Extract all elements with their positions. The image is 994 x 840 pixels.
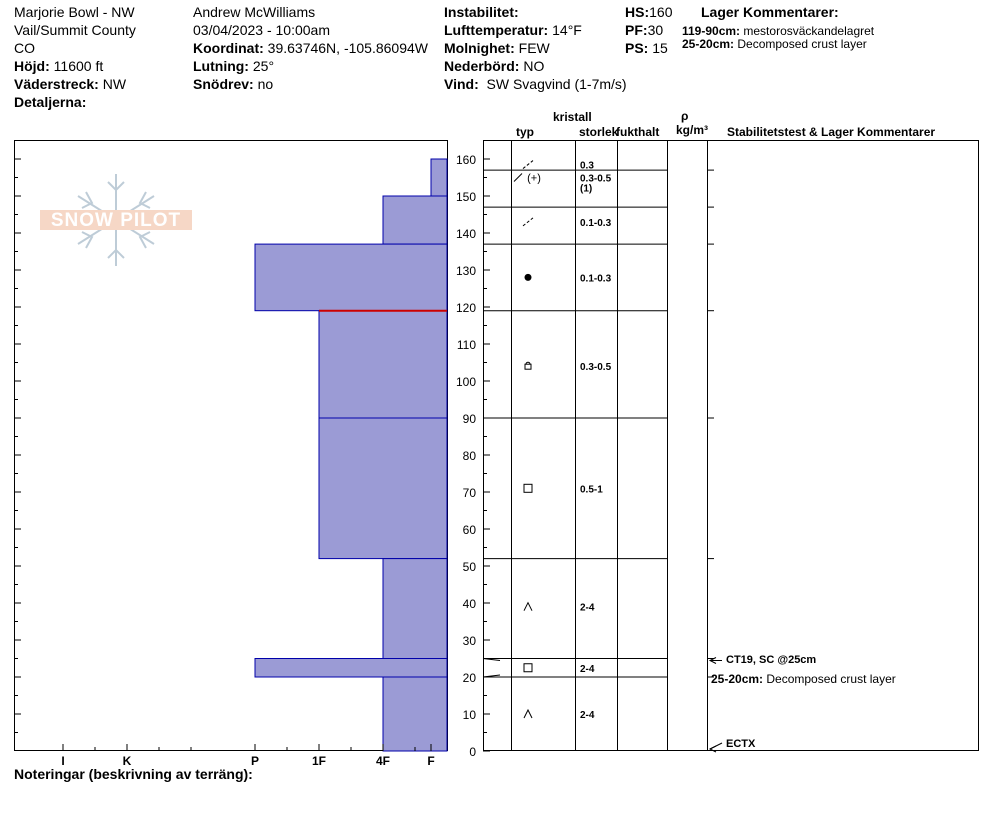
airtemp-label: Lufttemperatur: [444,22,549,38]
hardness-bar-5 [383,559,447,659]
height-label-130: 130 [455,264,476,278]
aspect-value: NW [102,76,127,92]
hardness-label-F: F [427,754,435,768]
hardness-bar-2 [255,244,447,311]
height-label-20: 20 [462,671,476,685]
rho-header: ρ [681,109,689,123]
height-label-120: 120 [455,301,476,315]
grain-symbol-4 [525,362,531,369]
region-name: Vail/Summit County [14,22,136,38]
height-label-140: 140 [455,227,476,241]
observation-datetime: 03/04/2023 - 10:00am [193,22,330,38]
instability-label: Instabilitet: [444,4,519,20]
grain-size-6: 2-4 [580,602,595,614]
hardness-bar-3 [319,311,447,418]
stability-note-text: Decomposed crust layer [766,672,896,686]
grain-size-5: 0.5-1 [580,484,603,496]
grain-size-2: 0.1-0.3 [580,217,612,229]
hardness-label-K: K [122,754,132,768]
grain-size-0: 0.3 [580,160,594,172]
precip-value: NO [523,58,545,74]
height-label-70: 70 [462,486,476,500]
hardness-bar-6 [255,659,447,678]
grain-symbol-6 [524,603,532,611]
snowpilot-logo [40,174,192,266]
hardness-bar-1 [383,196,447,244]
height-label-30: 30 [462,634,476,648]
grain-symbol-0-stroke [523,161,533,169]
hardness-bar-4 [319,418,447,559]
stability-layer-note [711,672,896,686]
hardness-bar-7 [383,677,447,751]
height-label-50: 50 [462,560,476,574]
grain-symbol-2 [523,218,533,226]
ps-label: PS: [625,40,649,56]
logo-text: SNOW PILOT [50,210,182,231]
height-label-100: 100 [455,375,476,389]
aspect-label: Väderstreck: [14,76,99,92]
pf-value: 30 [647,22,664,38]
grain-symbol-7 [524,664,532,672]
crystal-header: kristall [553,110,592,124]
coord-value: 39.63746N, -105.86094W [267,40,428,56]
stability-header: Stabilitetstest & Lager Kommentarer [727,125,936,139]
terrain-notes-label: Noteringar (beskrivning av terräng): [14,766,253,782]
grain-symbol-5 [524,484,532,492]
slope-value: 25° [252,58,275,74]
height-label-160: 160 [455,153,476,167]
hs-label: HS: [625,4,650,20]
hardness-label-P: P [250,754,260,768]
wind-label: Vind: [444,76,479,92]
ps-value: 15 [652,40,668,56]
drift-label: Snödrev: [193,76,254,92]
hs-value: 160 [649,4,673,20]
comment2-text: Decomposed crust layer [737,37,867,51]
grain-symbol-3-dot [525,274,532,281]
grain-symbol-3 [525,274,532,281]
sky-value: FEW [518,40,550,56]
height-label-150: 150 [455,190,476,204]
slope-label: Lutning: [193,58,249,74]
drift-value: no [257,76,274,92]
height-label-40: 40 [462,597,476,611]
grain-symbol-2-stroke [523,218,533,226]
details-label: Detaljerna: [14,94,87,110]
hardness-label-1F: 1F [311,754,327,768]
grain-symbol-0 [523,161,533,169]
pf-label: PF: [625,22,648,38]
state-name: CO [14,40,35,56]
grain-symbol-1 [514,173,541,185]
elevation-label: Höjd: [14,58,50,74]
stability-test-ect: ECTX [726,738,756,750]
height-label-90: 90 [462,412,476,426]
grain-symbol-7-box [524,664,532,672]
precip-label: Nederbörd: [444,58,520,74]
grain-size-1: 0.3-0.5 [580,173,612,185]
grain-size-7: 2-4 [580,663,595,675]
grain-symbol-1-rime: (+) [527,172,541,185]
moisture-header: fukthalt [616,125,660,139]
airtemp-value: 14°F [552,22,582,38]
layer-comments-title: Lager Kommentarer: [701,4,839,20]
hardness-bar-0 [431,159,447,196]
grain-size-8: 2-4 [580,710,595,721]
comment1-depth: 119-90cm: [682,24,741,38]
height-label-10: 10 [462,708,476,722]
size-header: storlek [579,125,619,139]
hardness-label-I: I [61,754,65,768]
height-label-80: 80 [462,449,476,463]
grain-size-4: 0.3-0.5 [580,362,612,374]
grain-symbol-6-caret [524,603,532,611]
grain-size-3: 0.1-0.3 [580,273,612,285]
grain-symbol-4-box [525,364,531,369]
elevation-value: 11600 ft [53,58,104,74]
stability-test-ct: CT19, SC @25cm [726,654,817,666]
hardness-label-4F: 4F [375,754,391,768]
location-name: Marjorie Bowl - NW [14,4,135,20]
sky-label: Molnighet: [444,40,515,56]
observer-name: Andrew McWilliams [193,4,316,20]
grain-size-extra-1: (1) [580,183,593,195]
height-label-0: 0 [469,745,476,759]
comment2-depth: 25-20cm: [682,37,735,51]
stability-note-depth: 25-20cm: [711,672,764,686]
coord-label: Koordinat: [193,40,264,56]
grain-symbol-8-caret [524,710,532,718]
wind-value: SW Svagvind (1-7m/s) [486,76,627,92]
grain-symbol-5-box [524,484,532,492]
comment1-text: mestorosväckandelagret [743,24,875,38]
grain-symbol-1-stroke [514,174,522,182]
type-header: typ [516,125,534,139]
height-label-110: 110 [456,338,476,352]
density-unit-header: kg/m³ [676,123,709,137]
grain-symbol-8 [524,710,532,718]
stability-arrowhead-1 [710,746,716,752]
height-label-60: 60 [462,523,476,537]
